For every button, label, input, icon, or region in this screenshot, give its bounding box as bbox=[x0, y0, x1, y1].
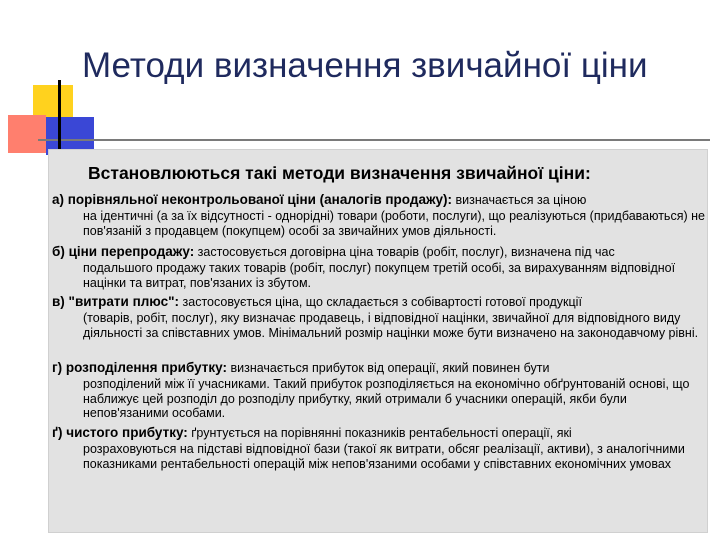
method-description: розподілений між її учасниками. Такий прибуток розподіляється на економічно обґрунтованій основі, що наближує цей розподіл до розподілу прибутку, який отримали б учасники операцій, якби були непов'язаними особами. bbox=[83, 377, 690, 420]
section-heading: Встановлюються такі методи визначення звичайної ціни: bbox=[88, 163, 591, 183]
title-underline bbox=[38, 139, 710, 141]
method-description-start: визначається за ціною bbox=[452, 193, 587, 207]
method-description-start: застосовується ціна, що складається з собівартості готової продукції bbox=[179, 295, 582, 309]
method-item-profit-split bbox=[52, 359, 706, 421]
decor-red-square bbox=[8, 115, 46, 153]
method-item-comparable-price bbox=[52, 191, 706, 238]
decor-vertical-line bbox=[58, 80, 61, 160]
method-label: ґ) чистого прибутку: bbox=[52, 425, 188, 440]
method-description: подальшого продажу таких товарів (робіт, послуг) покупцем третій особі, за вирахуванням відповідної націнки та витрат, пов'язаних із збутом. bbox=[83, 261, 676, 290]
method-description-start: ґрунтується на порівнянні показників рентабельності операції, які bbox=[187, 426, 572, 440]
method-description: розраховуються на підставі відповідної бази (такої як витрати, обсяг реалізації, активи), з аналогічними показниками рентабельності операцій між непов'язаними особами у співставних економічних умовах bbox=[83, 442, 685, 471]
method-description: (товарів, робіт, послуг), яку визначає продавець, і відповідної націнки, звичайної для відповідного виду діяльності за співставних умов. Мінімальний розмір націнки може бути визначено на законодавчому рівні. bbox=[83, 311, 699, 340]
method-label: а) порівняльної неконтрольованої ціни (аналогів продажу): bbox=[52, 192, 453, 207]
slide-title: Методи визначення звичайної ціни bbox=[82, 46, 648, 85]
method-item-resale-price bbox=[52, 243, 706, 290]
method-description-start: застосовується договірна ціна товарів (робіт, послуг), визначена під час bbox=[194, 245, 615, 259]
method-item-cost-plus bbox=[52, 293, 706, 340]
method-description: на ідентичні (а за їх відсутності - однорідні) товари (роботи, послуги), що реалізуються (придбаваються) не пов'язаній з продавцем (покупцем) особі за звичайних умов діяльності. bbox=[83, 209, 705, 238]
method-label: г) розподілення прибутку: bbox=[52, 360, 228, 375]
method-label: в) "витрати плюс": bbox=[52, 294, 180, 309]
method-description-start: визначається прибуток від операції, який повинен бути bbox=[227, 361, 550, 375]
method-label: б) ціни перепродажу: bbox=[52, 244, 195, 259]
method-item-net-profit bbox=[52, 424, 706, 471]
